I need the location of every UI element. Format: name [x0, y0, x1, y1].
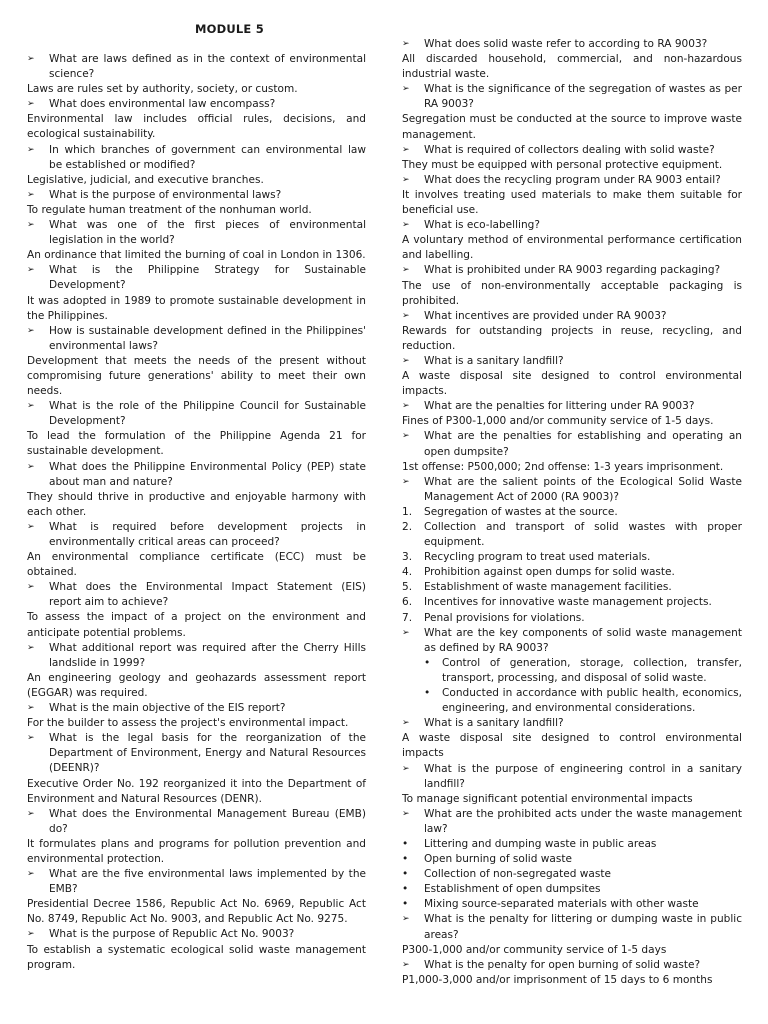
question-text: How is sustainable development defined in the Philippines' environmental laws? [49, 324, 366, 352]
question-text: What is the Philippine Strategy for Sustainable Development? [49, 264, 366, 292]
answer [27, 82, 366, 97]
question [402, 354, 742, 369]
question-text: What was one of the first pieces of environmental legislation in the world? [49, 219, 366, 247]
question-text: What are laws defined as in the context of environmental science? [49, 53, 366, 81]
question-text: What does the Environmental Management Bureau (EMB) do? [49, 807, 366, 835]
answer [402, 52, 742, 82]
question-text: What incentives are provided under RA 9003? [424, 309, 667, 322]
numbered-item [402, 611, 742, 626]
numbered-item [402, 550, 742, 565]
item-number: 2. [402, 521, 413, 533]
arrow-bullet-icon: ➢ [402, 355, 410, 366]
arrow-bullet-icon: ➢ [27, 401, 35, 412]
question-text: What is the role of the Philippine Council for Sustainable Development? [49, 400, 366, 428]
question [402, 429, 742, 459]
arrow-bullet-icon: ➢ [27, 808, 35, 819]
arrow-bullet-icon: ➢ [27, 265, 35, 276]
question-text: What does the recycling program under RA 9003 entail? [424, 173, 721, 186]
answer-text: They must be equipped with personal protective equipment. [402, 158, 723, 171]
answer-text: Presidential Decree 1586, Republic Act No. 6969, Republic Act No. 8749, Republic Act No. 9003, and Republic Act No. 9275. [27, 898, 366, 926]
answer [27, 248, 366, 263]
answer-text: An engineering geology and geohazards assessment report (EGGAR) was required. [27, 671, 366, 699]
bullet-dot-icon: • [402, 853, 409, 866]
arrow-bullet-icon: ➢ [402, 39, 410, 49]
question [27, 520, 366, 550]
answer-text: To regulate human treatment of the nonhuman world. [27, 203, 312, 216]
answer-text: To manage significant potential environmental impacts [402, 792, 693, 805]
arrow-bullet-icon: ➢ [402, 718, 410, 729]
question [27, 218, 366, 248]
answer [27, 550, 366, 580]
numbered-item [402, 595, 742, 610]
numbered-item [402, 505, 742, 520]
answer-text: Executive Order No. 192 reorganized it into the Department of Environment and Natural Resources (DENR). [27, 777, 366, 805]
question [27, 263, 366, 293]
answer-text: Environmental law includes official rules, decisions, and ecological sustainability. [27, 113, 366, 141]
bullet-item [402, 852, 742, 867]
arrow-bullet-icon: ➢ [402, 220, 410, 231]
arrow-bullet-icon: ➢ [27, 582, 35, 593]
answer [27, 777, 366, 807]
arrow-bullet-icon: ➢ [27, 189, 35, 200]
bullet-text: Collection of non-segregated waste [424, 868, 611, 881]
question [402, 143, 742, 158]
answer [27, 943, 366, 973]
question-text: What is prohibited under RA 9003 regarding packaging? [424, 264, 721, 277]
answer [402, 233, 742, 263]
question [402, 716, 742, 731]
numbered-item-text: Establishment of waste management facilities. [424, 581, 672, 594]
numbered-item-text: Incentives for innovative waste management projects. [424, 596, 712, 609]
arrow-bullet-icon: ➢ [27, 929, 35, 940]
question-text: What is the penalty for open burning of solid waste? [424, 958, 701, 971]
question-text: What is required of collectors dealing with solid waste? [424, 143, 715, 156]
answer [27, 203, 366, 218]
answer-text: It involves treating used materials to make them suitable for beneficial use. [402, 188, 742, 217]
answer [402, 279, 742, 309]
arrow-bullet-icon: ➢ [402, 808, 410, 819]
question-text: What additional report was required after the Cherry Hills landslide in 1999? [49, 641, 366, 669]
question-text: What are the salient points of the Ecological Solid Waste Management Act of 2000 (RA 9003)? [424, 475, 742, 503]
question [27, 807, 366, 837]
answer-text: To lead the formulation of the Philippine Agenda 21 for sustainable development. [27, 430, 366, 458]
arrow-bullet-icon: ➢ [27, 869, 35, 880]
answer [402, 792, 742, 807]
answer [27, 294, 366, 324]
question [27, 324, 366, 354]
answer-text: For the builder to assess the project's environmental impact. [27, 717, 349, 730]
question [402, 762, 742, 792]
question [27, 641, 366, 671]
answer [402, 731, 742, 761]
numbered-item [402, 580, 742, 595]
bullet-text: Mixing source-separated materials with other waste [424, 898, 699, 911]
answer [27, 610, 366, 640]
arrow-bullet-icon: ➢ [402, 144, 410, 155]
answer [27, 716, 366, 731]
arrow-bullet-icon: ➢ [27, 144, 35, 155]
question-text: What is the purpose of Republic Act No. 9003? [49, 928, 295, 941]
bullet-item [402, 882, 742, 897]
answer [402, 324, 742, 354]
arrow-bullet-icon: ➢ [402, 431, 410, 442]
bullet-dot-icon: • [402, 868, 409, 881]
bullet-text: Establishment of open dumpsites [424, 883, 601, 896]
question [27, 399, 366, 429]
answer [402, 158, 742, 173]
arrow-bullet-icon: ➢ [27, 733, 35, 744]
answer-text: They should thrive in productive and enjoyable harmony with each other. [27, 490, 366, 518]
arrow-bullet-icon: ➢ [27, 703, 35, 714]
answer-text: An environmental compliance certificate (ECC) must be obtained. [27, 551, 366, 579]
answer-text: To establish a systematic ecological solid waste management program. [27, 943, 366, 971]
question [402, 399, 742, 414]
answer-text: Segregation must be conducted at the source to improve waste management. [402, 113, 742, 141]
question [27, 731, 366, 776]
answer [27, 354, 366, 399]
answer [402, 188, 742, 218]
arrow-bullet-icon: ➢ [402, 310, 410, 321]
question-text: What is the significance of the segregation of wastes as per RA 9003? [424, 83, 742, 111]
answer [27, 897, 366, 927]
answer-text: Laws are rules set by authority, society, or custom. [27, 83, 298, 96]
numbered-item-text: Prohibition against open dumps for solid waste. [424, 566, 675, 579]
question [27, 188, 366, 203]
arrow-bullet-icon: ➢ [402, 265, 410, 276]
bullet-dot-icon: • [424, 656, 431, 669]
left-qa-list [27, 52, 366, 973]
answer-text: Development that meets the needs of the present without compromising future generations' ability to meet their own needs. [27, 354, 366, 398]
question-text: What is the purpose of engineering control in a sanitary landfill? [424, 762, 742, 790]
question [27, 52, 366, 82]
item-number: 4. [402, 566, 413, 579]
question-text: What is a sanitary landfill? [424, 717, 564, 730]
arrow-bullet-icon: ➢ [402, 174, 410, 185]
answer-text: It formulates plans and programs for pollution prevention and environmental protection. [27, 837, 366, 865]
arrow-bullet-icon: ➢ [27, 521, 35, 532]
answer-text: A waste disposal site designed to control environmental impacts. [402, 370, 742, 398]
answer [27, 490, 366, 520]
right-qa-list [402, 37, 742, 988]
arrow-bullet-icon: ➢ [402, 763, 410, 774]
sub-bullet-text: Control of generation, storage, collection, transfer, transport, processing, and disposal of solid waste. [442, 656, 742, 684]
answer-text: P300-1,000 and/or community service of 1-5 days [402, 943, 667, 956]
question-text: What is the penalty for littering or dumping waste in public areas? [424, 913, 742, 941]
answer [402, 414, 742, 429]
arrow-bullet-icon: ➢ [402, 959, 410, 970]
arrow-bullet-icon: ➢ [402, 476, 410, 487]
bullet-dot-icon: • [402, 898, 409, 911]
answer [27, 173, 366, 188]
question-text: What does the Environmental Impact Statement (EIS) report aim to achieve? [49, 581, 366, 609]
answer-text: Legislative, judicial, and executive branches. [27, 173, 264, 186]
arrow-bullet-icon: ➢ [27, 220, 35, 231]
question-text: What is eco-labelling? [424, 219, 540, 232]
question [402, 218, 742, 233]
answer-text: Rewards for outstanding projects in reuse, recycling, and reduction. [402, 324, 742, 352]
item-number: 7. [402, 611, 413, 624]
answer-text: It was adopted in 1989 to promote sustainable development in the Philippines. [27, 294, 366, 322]
arrow-bullet-icon: ➢ [27, 325, 35, 336]
answer [402, 460, 742, 475]
question-text: In which branches of government can environmental law be established or modified? [49, 143, 366, 171]
question-text: What are the key components of solid waste management as defined by RA 9003? [424, 626, 742, 654]
question [27, 927, 366, 942]
answer-text: The use of non-environmentally acceptable packaging is prohibited. [402, 279, 742, 307]
question [27, 97, 366, 112]
answer [402, 943, 742, 958]
arrow-bullet-icon: ➢ [27, 99, 35, 110]
question-text: What does the Philippine Environmental Policy (PEP) state about man and nature? [49, 460, 366, 488]
arrow-bullet-icon: ➢ [27, 54, 35, 64]
question [402, 807, 742, 837]
numbered-item [402, 565, 742, 580]
question [402, 912, 742, 942]
numbered-item-text: Penal provisions for violations. [424, 611, 585, 624]
question [27, 460, 366, 490]
question [402, 82, 742, 112]
arrow-bullet-icon: ➢ [402, 627, 410, 638]
sub-bullet-item [402, 686, 742, 716]
question-text: What does solid waste refer to according to RA 9003? [424, 38, 708, 50]
question [402, 309, 742, 324]
question [27, 143, 366, 173]
arrow-bullet-icon: ➢ [27, 461, 35, 472]
numbered-item-text: Recycling program to treat used materials. [424, 551, 651, 564]
answer [27, 837, 366, 867]
bullet-dot-icon: • [402, 883, 409, 896]
arrow-bullet-icon: ➢ [402, 401, 410, 412]
numbered-item-text: Collection and transport of solid wastes with proper equipment. [424, 521, 742, 549]
bullet-dot-icon: • [424, 687, 431, 700]
answer-text: 1st offense: P500,000; 2nd offense: 1-3 years imprisonment. [402, 460, 724, 473]
sub-bullet-item [402, 656, 742, 686]
answer [27, 112, 366, 142]
arrow-bullet-icon: ➢ [402, 84, 410, 95]
answer [402, 973, 742, 988]
bullet-item [402, 897, 742, 912]
item-number: 6. [402, 596, 413, 609]
question-text: What are the penalties for littering under RA 9003? [424, 400, 695, 413]
arrow-bullet-icon: ➢ [402, 914, 410, 925]
bullet-text: Littering and dumping waste in public areas [424, 837, 657, 850]
item-number: 1. [402, 505, 413, 518]
question-text: What are the five environmental laws implemented by the EMB? [49, 868, 366, 896]
question [402, 626, 742, 656]
question [27, 580, 366, 610]
module-title: MODULE 5 [195, 22, 264, 36]
question-text: What is a sanitary landfill? [424, 354, 564, 367]
numbered-item-text: Segregation of wastes at the source. [424, 505, 618, 518]
item-number: 5. [402, 581, 413, 594]
question [402, 37, 742, 52]
question [27, 701, 366, 716]
answer-text: Fines of P300-1,000 and/or community service of 1-5 days. [402, 415, 714, 428]
question [402, 475, 742, 505]
question-text: What are the prohibited acts under the waste management law? [424, 807, 742, 835]
question-text: What is the main objective of the EIS report? [49, 702, 286, 715]
question [402, 173, 742, 188]
bullet-item [402, 837, 742, 852]
answer [27, 671, 366, 701]
sub-bullet-text: Conducted in accordance with public health, economics, engineering, and environmental considerations. [442, 687, 742, 715]
answer-text: All discarded household, commercial, and non-hazardous industrial waste. [402, 53, 742, 81]
question [402, 958, 742, 973]
question-text: What is the legal basis for the reorganization of the Department of Environment, Energy and Natural Resources (DEENR)? [49, 732, 366, 775]
question-text: What is the purpose of environmental laws? [49, 188, 282, 201]
answer [402, 369, 742, 399]
answer-text: P1,000-3,000 and/or imprisonment of 15 days to 6 months [402, 973, 713, 986]
question-text: What does environmental law encompass? [49, 98, 276, 111]
bullet-item [402, 867, 742, 882]
answer-text: An ordinance that limited the burning of coal in London in 1306. [27, 249, 366, 262]
answer-text: A voluntary method of environmental performance certification and labelling. [402, 234, 742, 262]
numbered-item [402, 520, 742, 550]
question-text: What is required before development projects in environmentally critical areas can proceed? [49, 520, 366, 548]
question [27, 867, 366, 897]
arrow-bullet-icon: ➢ [27, 642, 35, 653]
answer-text: A waste disposal site designed to control environmental impacts [402, 732, 742, 760]
answer [402, 112, 742, 142]
question-text: What are the penalties for establishing and operating an open dumpsite? [424, 430, 742, 458]
bullet-dot-icon: • [402, 837, 409, 850]
question [402, 263, 742, 278]
bullet-text: Open burning of solid waste [424, 853, 572, 866]
answer-text: To assess the impact of a project on the environment and anticipate potential problems. [27, 611, 366, 639]
item-number: 3. [402, 551, 413, 564]
answer [27, 429, 366, 459]
